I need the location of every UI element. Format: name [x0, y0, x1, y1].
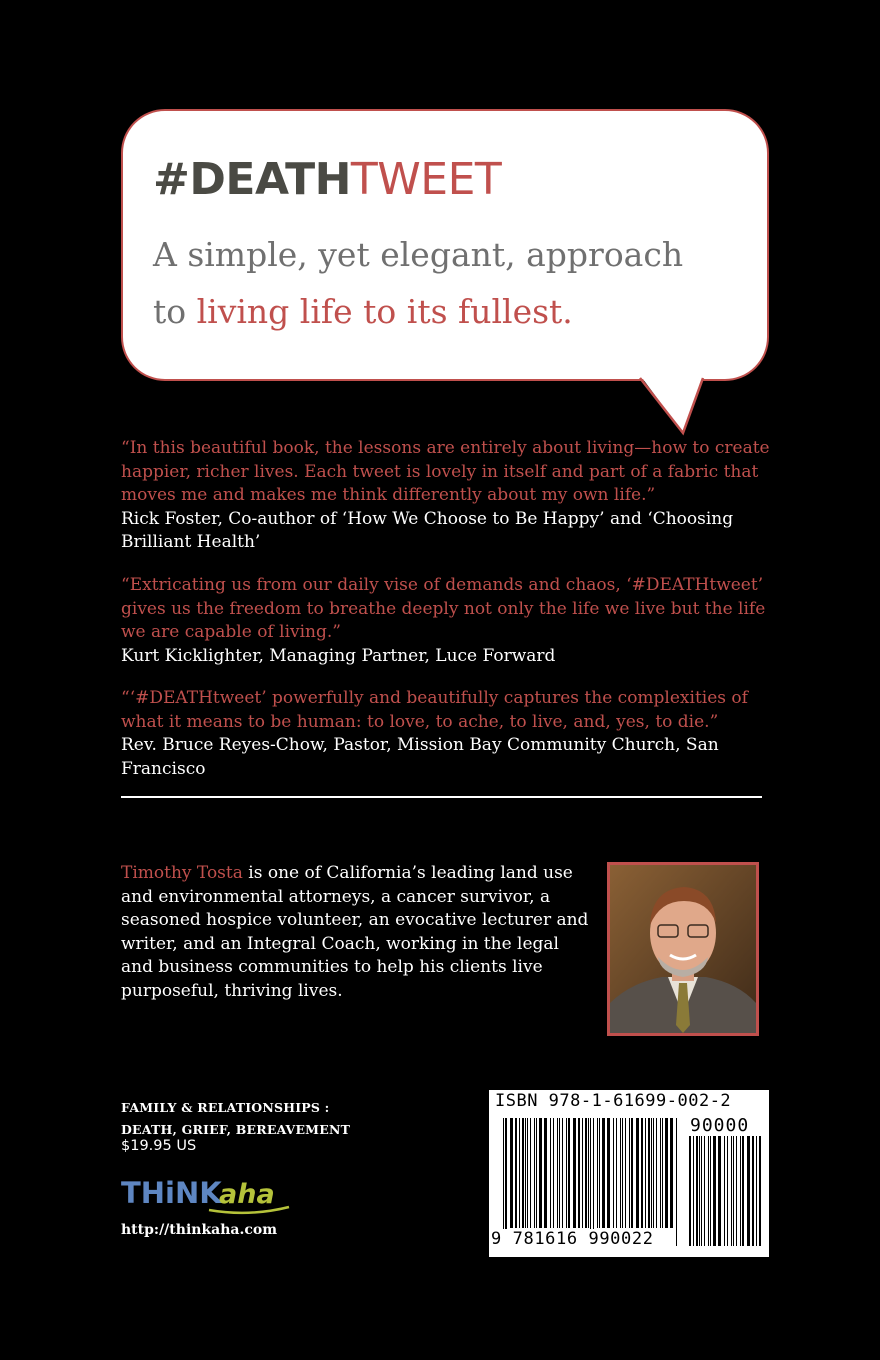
barcode-bar [590, 1118, 591, 1246]
author-bio-text: is one of California’s leading land use and environmental attorneys, a cancer survivor, a seasoned hospice volunteer, an evocative lecturer and writer, and an Integral Coach, working in the legal and business communities to help his clients live purposeful, thriving lives. [121, 863, 589, 1001]
barcode-bar [631, 1118, 633, 1228]
barcode-bar [645, 1118, 646, 1228]
publisher-url[interactable]: http://thinkaha.com [121, 1222, 278, 1238]
barcode-bar [625, 1118, 626, 1228]
testimonial-1-text: “In this beautiful book, the lessons are entirely about living—how to create happier, richer lives. Each tweet is lovely in itself and part of a fabric that moves me and makes me think differently about my own life.” [121, 438, 770, 505]
barcode-bar [562, 1118, 563, 1228]
barcode-bar [593, 1118, 594, 1246]
barcode-addon-bar [693, 1136, 694, 1246]
barcode-bar [566, 1118, 567, 1228]
barcode-bar [613, 1118, 614, 1228]
barcode-addon-bar [731, 1136, 732, 1246]
barcode-bar [522, 1118, 524, 1228]
barcode-addon-bar [752, 1136, 754, 1246]
barcode-addon-bar [704, 1136, 705, 1246]
barcode-bar [616, 1118, 617, 1228]
barcode-bar [670, 1118, 673, 1228]
book-title-part2: TWEET [350, 154, 502, 205]
barcode-addon-bar [724, 1136, 725, 1246]
book-title [153, 150, 501, 210]
barcode-bar [557, 1118, 558, 1228]
testimonial-1 [121, 437, 781, 555]
testimonial-2 [121, 574, 781, 668]
barcode-addon-bar [747, 1136, 750, 1246]
isbn-number: ISBN 978-1-61699-002-2 [495, 1091, 732, 1111]
thinkaha-logo [121, 1171, 301, 1219]
barcode-addon-bar [710, 1136, 711, 1246]
barcode-addon-bar [718, 1136, 721, 1246]
barcode-addon-bar [759, 1136, 761, 1246]
barcode-bar [536, 1118, 537, 1228]
barcode-bar [676, 1118, 677, 1246]
barcode-bar [602, 1118, 605, 1228]
barcode-bar [585, 1118, 587, 1228]
barcode-bar [597, 1118, 598, 1228]
testimonial-2-text: “Extricating us from our daily vise of demands and chaos, ‘#DEATHtweet’ gives us the freedom to breathe deeply not only the life we live but the life we are capable of living.” [121, 575, 766, 642]
testimonial-3-attribution: Rev. Bruce Reyes-Chow, Pastor, Mission Bay Community Church, San Francisco [121, 735, 719, 779]
barcode-bar [550, 1118, 551, 1228]
tagline-line2-accent: living life to its fullest. [196, 292, 573, 331]
barcode-bar [599, 1118, 600, 1228]
barcode-bar [503, 1118, 504, 1246]
barcode-bar [568, 1118, 570, 1228]
ean-digits: 9 781616 990022 [491, 1229, 654, 1249]
book-category [121, 1097, 350, 1141]
author-name: Timothy Tosta [121, 863, 243, 883]
tagline-line2-prefix: to [153, 292, 197, 331]
logo-part2: aha [219, 1179, 275, 1210]
barcode-bar [573, 1118, 576, 1228]
barcode-bar [588, 1118, 589, 1228]
barcode-addon-bar [733, 1136, 734, 1246]
divider [121, 796, 762, 798]
barcode-bar [525, 1118, 526, 1228]
barcode-addon-bar [756, 1136, 757, 1246]
testimonial-3-text: “‘#DEATHtweet’ powerfully and beautifully captures the complexities of what it means to be human: to love, to ache, to live, and, yes, to die.” [121, 688, 748, 732]
barcode-bar [607, 1118, 610, 1228]
barcode-bar [636, 1118, 639, 1228]
price-addon-code: 90000 [690, 1115, 750, 1136]
barcode-bar [620, 1118, 621, 1228]
barcode-bar [622, 1118, 623, 1228]
barcode-bar [539, 1118, 542, 1228]
barcode-bar [530, 1118, 531, 1228]
barcode-addon-bar [727, 1136, 728, 1246]
barcode-bar [505, 1118, 507, 1246]
barcode-addon-bar [736, 1136, 737, 1246]
barcode-addon-bar [740, 1136, 741, 1246]
barcode-bar [582, 1118, 583, 1228]
barcode-bar [510, 1118, 513, 1228]
barcode-addon-bar [689, 1136, 691, 1246]
barcode-bar [629, 1118, 630, 1228]
barcode-bar [559, 1118, 560, 1228]
logo-part1: THiNK [121, 1176, 222, 1210]
barcode-addon-bar [696, 1136, 698, 1246]
testimonial-2-attribution: Kurt Kicklighter, Managing Partner, Luce Forward [121, 645, 556, 666]
barcode-addon-bar [701, 1136, 702, 1246]
barcode-bar [651, 1118, 652, 1228]
barcode-bar [544, 1118, 547, 1228]
barcode-bar [527, 1118, 528, 1228]
barcode-addon-bar [699, 1136, 700, 1246]
author-photo [607, 862, 759, 1036]
testimonial-1-attribution: Rick Foster, Co-author of ‘How We Choose to Be Happy’ and ‘Choosing Brilliant Health’ [121, 508, 734, 552]
barcode-bar [648, 1118, 650, 1228]
book-tagline [153, 226, 683, 340]
testimonial-3 [121, 687, 781, 781]
barcode-addon-bar [742, 1136, 744, 1246]
barcode-bar [519, 1118, 520, 1228]
barcode-bar [515, 1118, 517, 1228]
barcode-bar [553, 1118, 554, 1228]
category-line2: DEATH, GRIEF, BEREAVEMENT [121, 1122, 351, 1137]
barcode-bar [665, 1118, 668, 1228]
barcode-addon-bar [708, 1136, 709, 1246]
barcode-bar [641, 1118, 643, 1228]
barcode-bar [534, 1118, 535, 1228]
barcode-bar [656, 1118, 657, 1228]
book-title-part1: #DEATH [153, 154, 351, 205]
author-bio [121, 862, 591, 1003]
tagline-line1: A simple, yet elegant, approach [153, 235, 684, 274]
barcode-addon-bar [713, 1136, 716, 1246]
barcode-bar [653, 1118, 654, 1228]
barcode-bar [662, 1118, 663, 1228]
barcode-bar [660, 1118, 661, 1228]
book-price: $19.95 US [121, 1138, 197, 1154]
category-line1: FAMILY & RELATIONSHIPS : [121, 1100, 330, 1115]
barcode-bar [578, 1118, 580, 1228]
